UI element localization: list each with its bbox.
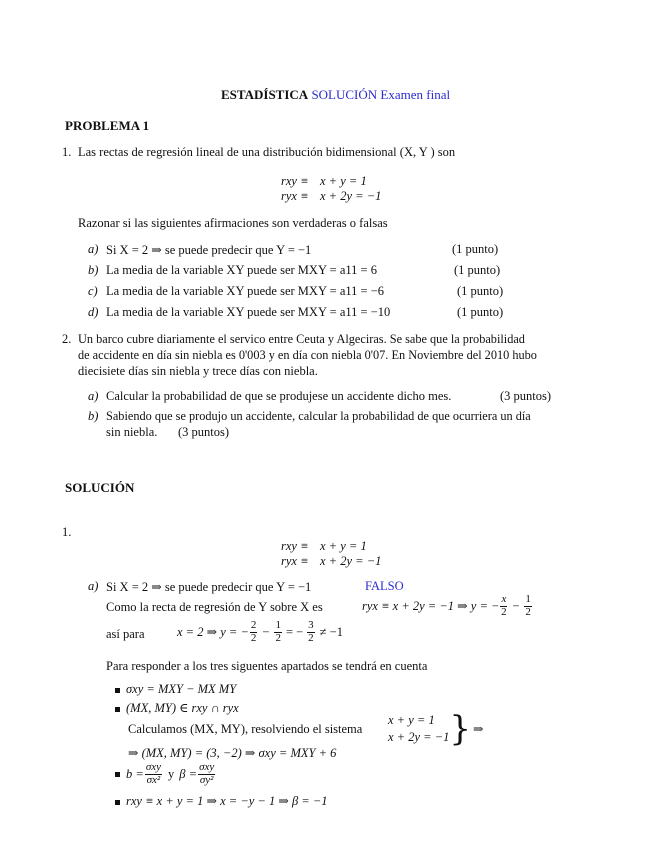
sol-bullet-4 [115, 793, 328, 809]
q2-line1: Un barco cubre diariamente el servico entre Ceuta y Algeciras. Se sabe que la probabilidad [78, 332, 525, 346]
q2-item-b-label: b) [88, 409, 99, 423]
q1-item-a-label: a) [88, 242, 99, 256]
sol-asi-frac3-den: 2 [308, 631, 314, 644]
sol-asi-frac3 [307, 620, 315, 644]
q2-item-a-text: Calcular la probabilidad de que se produjese un accidente dicho mes. [106, 389, 452, 403]
q1-item-c-label: c) [88, 284, 98, 298]
sol-asi-minus: − [262, 624, 270, 639]
q1-item-b-points: (1 punto) [454, 263, 501, 277]
bullet-marker [115, 772, 120, 777]
sol-recta-frac1-den: 2 [501, 605, 507, 618]
q1-item-b-text: La media de la variable XY puede ser MXY = a11 = 6 [106, 263, 377, 277]
q1-item-d-label: d) [88, 305, 99, 319]
sol-b-and: y [168, 766, 175, 781]
sol-system-eqs [388, 712, 449, 746]
sol-asi-eq [177, 620, 343, 644]
sol-para-text: Para responder a los tres siguentes apartados se tendrá en cuenta [106, 659, 428, 673]
q1-item-d-points: (1 punto) [457, 305, 504, 319]
sol-asi-eq3: ≠ −1 [319, 624, 343, 639]
sol-beta-frac [198, 762, 215, 786]
sol-sys-eq1: x + y = 1 [388, 713, 435, 727]
sol-asi-eq2: = − [285, 624, 304, 639]
title-bold: ESTADÍSTICA [221, 87, 309, 102]
sol-a-label: a) [88, 579, 99, 593]
sol-calc-text: Calculamos (MX, MY), resolviendo el sistema [128, 722, 363, 736]
q1-prompt: Razonar si las siguientes afirmaciones son verdaderas o falsas [78, 216, 388, 230]
sol-eq1-lhs: rxy ≡ [281, 539, 309, 553]
sol-recta-minus: − [512, 598, 520, 613]
page-title [221, 87, 450, 103]
sol-a-text: Si X = 2 ⇒ se puede predecir que Y = −1 [106, 580, 312, 594]
sol-sys-eq2: x + 2y = −1 [388, 730, 450, 744]
sol-eq2-lhs: ryx ≡ [281, 554, 309, 568]
q2-line2: de accidente en día sin niebla es 0'003 y en día con niebla 0'07. En Noviembre del 2010 hubo [78, 348, 537, 362]
sol-sys-arrow: ⇒ [473, 722, 484, 736]
sol-b-frac-den: σx² [146, 773, 161, 786]
bullet-marker [115, 800, 120, 805]
q2-item-a-points: (3 puntos) [500, 389, 552, 403]
sol-asi-frac1-num: 2 [250, 619, 257, 631]
sol-eq2-rhs: x + 2y = −1 [320, 554, 382, 568]
sol-bullet-4-text: rxy ≡ x + y = 1 ⇒ x = −y − 1 ⇒ β = −1 [126, 794, 328, 808]
q1-item-d-text: La media de la variable XY puede ser MXY = a11 = −10 [106, 305, 391, 319]
sol-bullet-2 [115, 700, 239, 716]
solution-heading: SOLUCIÓN [65, 480, 135, 495]
sol-recta-eq [362, 594, 533, 618]
sol-bullet-1 [115, 682, 236, 697]
problem-heading: PROBLEMA 1 [65, 118, 150, 133]
sol-recta-frac1-num: x [501, 593, 507, 605]
sol-eq1-rhs: x + y = 1 [320, 539, 367, 553]
q1-item-a-points: (1 punto) [452, 242, 499, 256]
sol-asi-frac1 [250, 620, 258, 644]
sol-beta-frac-num: σxy [199, 761, 215, 773]
q2-item-a-label: a) [88, 389, 99, 403]
bullet-marker [115, 688, 120, 693]
q2-line3: diecisiete días sin niebla y trece días con niebla. [78, 364, 318, 378]
q2-number: 2. [62, 332, 72, 346]
q1-number: 1. [62, 145, 72, 159]
sol-b-lhs: b = [126, 766, 144, 781]
q1-eq1-rhs: x + y = 1 [320, 174, 367, 188]
sol-b-frac [145, 762, 162, 786]
right-brace-icon: } [449, 709, 472, 749]
sol-asi-frac3-num: 3 [308, 619, 314, 631]
sol-recta-frac1 [500, 594, 507, 618]
q1-eq2-rhs: x + 2y = −1 [320, 189, 382, 203]
q1-item-c-text: La media de la variable XY puede ser MXY = a11 = −6 [106, 284, 384, 298]
sol-asi-frac2 [274, 620, 282, 644]
sol-b-frac-num: σxy [145, 761, 162, 773]
sol-a-verdict: FALSO [365, 579, 404, 593]
q2-item-b-text2: sin niebla. [106, 425, 158, 439]
q1-eq1-lhs: rxy ≡ [281, 174, 309, 188]
q2-item-b-text1: Sabiendo que se produjo un accidente, calcular la probabilidad de que ocurriera un día [106, 409, 531, 423]
sol-asi-frac2-den: 2 [275, 631, 281, 644]
q1-item-c-points: (1 punto) [457, 284, 504, 298]
sol-bullet-1-text: σxy = MXY − MX MY [126, 682, 237, 696]
sol-recta-frac2-num: 1 [525, 593, 531, 605]
q1-text: Las rectas de regresión lineal de una distribución bidimensional (X, Y ) son [78, 145, 456, 159]
bullet-marker [115, 707, 120, 712]
title-subtitle: SOLUCIÓN Examen final [311, 87, 451, 102]
sol-asi-frac1-den: 2 [250, 631, 257, 644]
sol-asi-text: así para [106, 627, 145, 641]
q2-item-b-points: (3 puntos) [178, 425, 230, 439]
sol-bullet-3 [115, 762, 216, 786]
sol-bullet-2-text: (MX, MY) ∈ rxy ∩ ryx [126, 701, 239, 715]
q1-item-b-label: b) [88, 263, 99, 277]
q1-item-a-text: Si X = 2 ⇒ se puede predecir que Y = −1 [106, 243, 312, 257]
sol-recta-frac2-den: 2 [525, 605, 531, 618]
sol-recta-text: Como la recta de regresión de Y sobre X es [106, 600, 323, 614]
sol-number: 1. [62, 525, 72, 539]
sol-beta-frac-den: σy² [199, 773, 214, 786]
sol-implies-line: ⇒ (MX, MY) = (3, −2) ⇒ σxy = MXY + 6 [128, 746, 337, 760]
sol-recta-frac2 [524, 594, 532, 618]
q1-eq2-lhs: ryx ≡ [281, 189, 309, 203]
sol-recta-eq-main: ryx ≡ x + 2y = −1 ⇒ y = − [362, 599, 500, 614]
sol-asi-frac2-num: 1 [275, 619, 281, 631]
sol-asi-eq1: x = 2 ⇒ y = − [177, 625, 249, 640]
sol-system [388, 709, 484, 749]
sol-beta-lhs: β = [179, 766, 198, 781]
